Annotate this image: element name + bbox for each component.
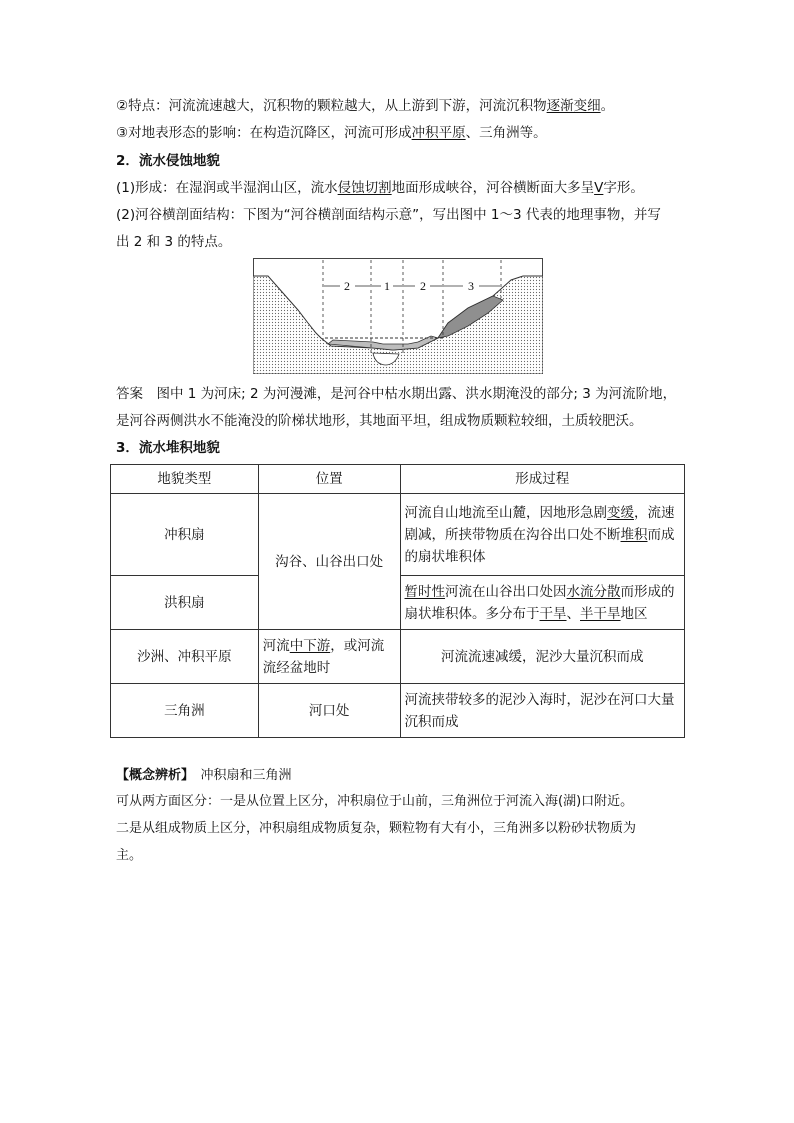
text: 而形成的扇状堆积体。多分布于 [404, 583, 675, 622]
table-row [111, 494, 685, 576]
cell-formation-process [400, 576, 684, 630]
text: 而成的扇状堆积体 [404, 526, 675, 565]
underlined-text: 半干旱 [580, 605, 621, 622]
table-header: 位置 [258, 465, 400, 494]
table-row [111, 684, 685, 738]
underlined-text: 变缓 [607, 504, 635, 521]
table-header: 地貌类型 [111, 465, 259, 494]
cell-landform-type: 沙洲、冲积平原 [111, 630, 259, 684]
underlined-text: 侵蚀切割 [337, 180, 392, 196]
text: ，或河流流经盆地时 [262, 637, 385, 676]
text: 、三角洲等。 [465, 125, 547, 141]
label-1-riverbed: 1 [384, 279, 390, 293]
landform-table [110, 464, 685, 738]
text: 字形。 [603, 180, 644, 196]
text: 地区 [620, 605, 648, 622]
cell-formation-process [400, 494, 684, 576]
concept-note-line-2: 二是从组成物质上区分，冲积扇组成物质复杂，颗粒物有大有小，三角洲多以粉砂状物质为 [116, 821, 637, 836]
cell-landform-type: 三角洲 [111, 684, 259, 738]
section-heading-deposition: 3．流水堆积地貌 [116, 440, 220, 456]
cell-landform-type: 洪积扇 [111, 576, 259, 630]
text: 河流 [262, 637, 290, 654]
note-tag: 【概念辨析】 [116, 768, 188, 783]
paragraph-structure-1: (2)河谷横剖面结构：下图为“河谷横剖面结构示意”，写出图中 1～3 代表的地理事物，并写 [116, 207, 661, 223]
underlined-text: 暂时性 [404, 583, 446, 600]
cell-formation-process: 河流挟带较多的泥沙入海时，泥沙在河口大量沉积而成 [400, 684, 684, 738]
table-row [111, 630, 685, 684]
underlined-text: 中下游 [289, 637, 331, 654]
concept-note-heading [116, 766, 292, 786]
paragraph-feature [116, 96, 614, 116]
table-header-row [111, 465, 685, 494]
underlined-text: 堆积 [620, 526, 648, 543]
note-title: 冲积扇和三角洲 [200, 768, 292, 783]
text: 。 [600, 98, 615, 114]
text: ②特点：河流流速越大，沉积物的颗粒越大，从上游到下游，河流沉积物 [116, 98, 547, 114]
text: ③对地表形态的影响：在构造沉降区，河流可形成 [116, 125, 412, 141]
answer-line-2: 是河谷两侧洪水不能淹没的阶梯状地形，其地面平坦，组成物质颗粒较细，土质较肥沃。 [116, 413, 643, 429]
text: 河流在山谷出口处因 [445, 583, 567, 600]
valley-cross-section-figure [253, 258, 543, 374]
underlined-text: 水流分散 [566, 583, 621, 600]
label-2-floodplain: 2 [344, 279, 350, 293]
section-heading-erosion: 2．流水侵蚀地貌 [116, 153, 220, 169]
text: 河流自山地流至山麓，因地形急剧 [404, 504, 608, 521]
concept-note-line-3: 主。 [116, 848, 143, 863]
text: 、 [566, 605, 581, 622]
paragraph-structure-2: 出 2 和 3 的特点。 [116, 234, 232, 250]
cell-location [258, 630, 400, 684]
text: 地面形成峡谷，河谷横断面大多呈 [391, 180, 595, 196]
underlined-text: 干旱 [539, 605, 567, 622]
cell-location: 河口处 [258, 684, 400, 738]
paragraph-formation [116, 178, 644, 198]
underlined-text: 逐渐变细 [546, 98, 601, 114]
label-2-floodplain-right: 2 [420, 279, 426, 293]
terrain-cross-section [253, 276, 543, 374]
underlined-text: V [594, 180, 604, 196]
underlined-text: 冲积平原 [411, 125, 466, 141]
concept-note-line-1: 可从两方面区分：一是从位置上区分，冲积扇位于山前，三角洲位于河流入海(湖)口附近。 [116, 794, 634, 809]
cell-landform-type: 冲积扇 [111, 494, 259, 576]
label-3-terrace: 3 [468, 279, 474, 293]
paragraph-impact [116, 123, 547, 143]
table-header: 形成过程 [400, 465, 684, 494]
answer-line-1: 答案 图中 1 为河床; 2 为河漫滩，是河谷中枯水期出露、洪水期淹没的部分; 3 为河流阶地， [116, 386, 677, 402]
cell-location: 沟谷、山谷出口处 [258, 494, 400, 630]
cell-formation-process: 河流流速减缓，泥沙大量沉积而成 [400, 630, 684, 684]
text: (1)形成：在湿润或半湿润山区，流水 [116, 180, 338, 196]
text: ，流速剧减，所挟带物质在沟谷出口处不断 [404, 504, 675, 543]
